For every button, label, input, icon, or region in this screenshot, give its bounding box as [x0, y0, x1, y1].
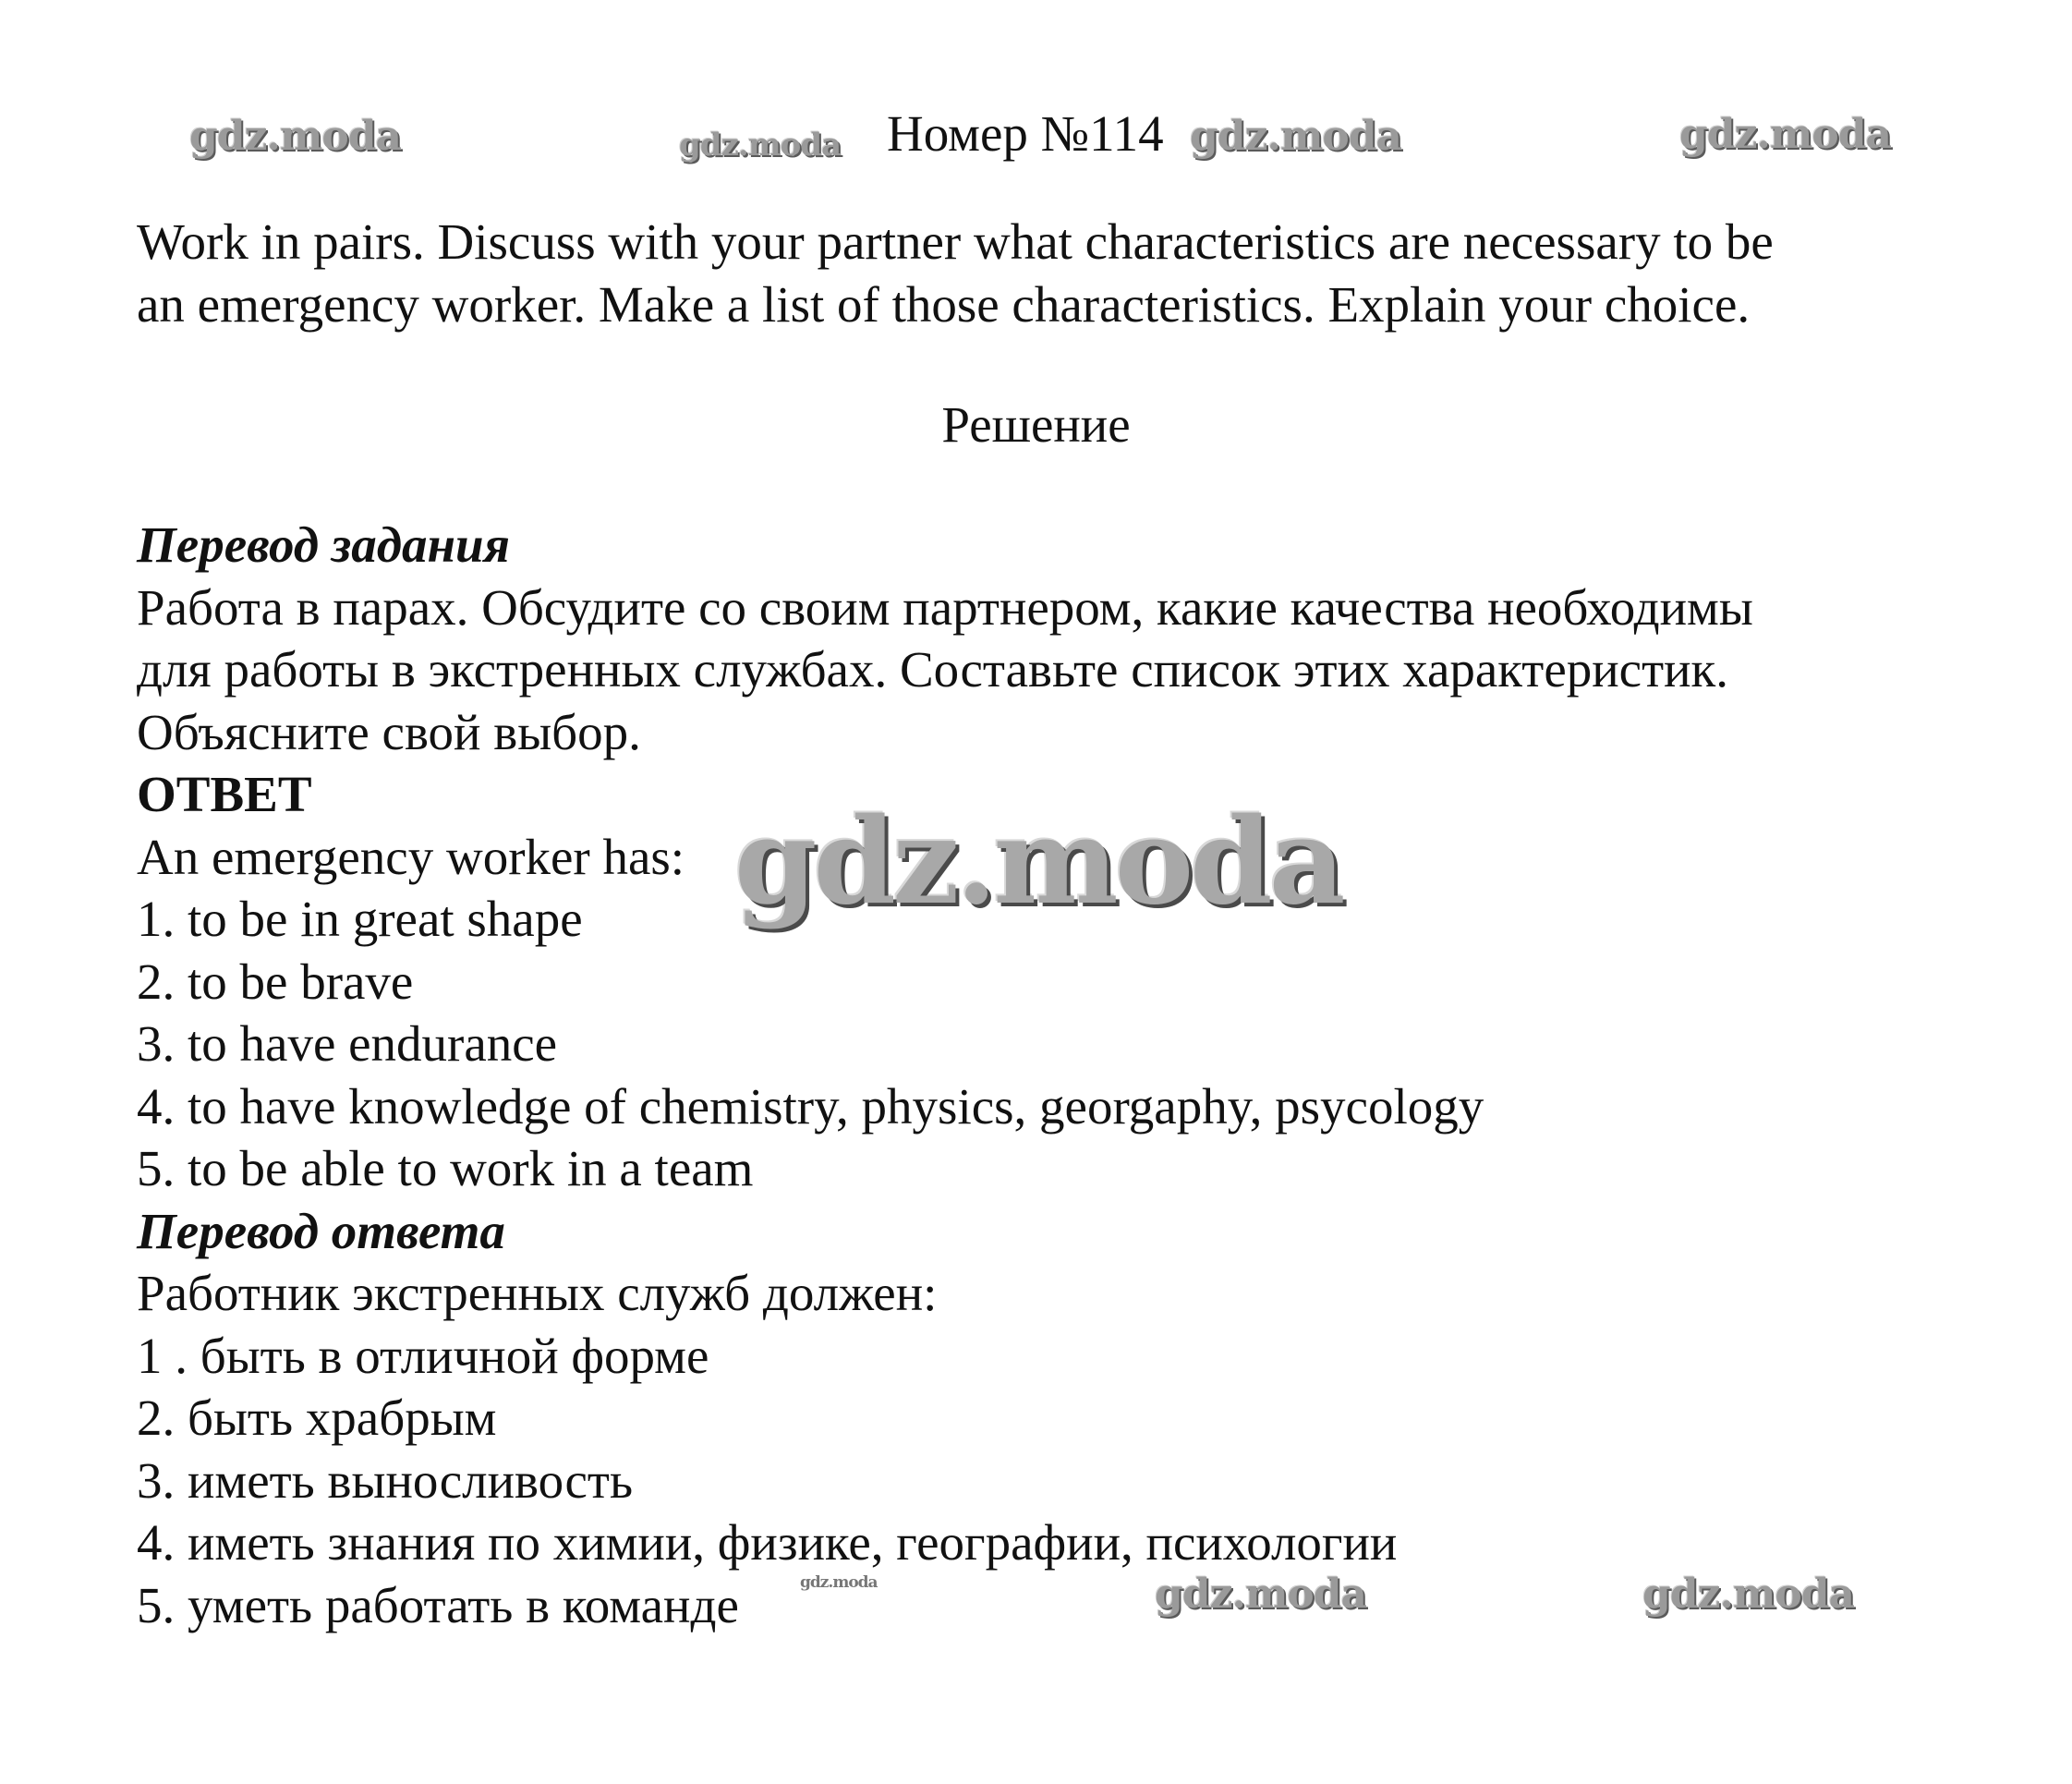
answer-item: 5. to be able to work in a team	[137, 1140, 754, 1196]
translation-answer-item: 3. иметь выносливость	[137, 1451, 634, 1509]
translation-answer-item: 5. уметь работать в команде	[137, 1576, 739, 1633]
watermark-logo: gdz.moda	[189, 113, 402, 160]
translation-task-line: Работа в парах. Обсудите со своим партнером, какие качества необходимы	[137, 578, 1753, 636]
task-line: an emergency worker. Make a list of those characteristics. Explain your choice.	[137, 276, 1751, 333]
answer-item: 3. to have endurance	[137, 1015, 558, 1072]
task-text	[137, 211, 1947, 336]
answer-intro: An emergency worker has:	[137, 828, 685, 885]
watermark-logo: gdz.moda	[800, 1573, 878, 1592]
translation-answer-item: 4. иметь знания по химии, физике, географии, психологии	[137, 1514, 1398, 1571]
translation-task-heading: Перевод задания	[137, 516, 510, 573]
watermark-logo: gdz.moda	[1642, 1571, 1855, 1618]
translation-task-line: Объясните свой выбор.	[137, 703, 641, 760]
translation-answer-heading: Перевод ответа	[137, 1202, 505, 1259]
answer-item: 4. to have knowledge of chemistry, physics, georgaphy, psycology	[137, 1077, 1484, 1135]
translation-answer-item: 1 . быть в отличной форме	[137, 1327, 709, 1384]
watermark-logo: gdz.moda	[1679, 111, 1892, 158]
watermark-logo-large: gdz.moda	[734, 793, 1342, 931]
page-title: Номер №114	[887, 105, 1164, 162]
translation-answer-intro: Работник экстренных служб должен:	[137, 1265, 938, 1321]
watermark-logo: gdz.moda	[1155, 1571, 1367, 1618]
watermark-logo: gdz.moda	[1190, 113, 1402, 160]
solution-content	[137, 514, 1984, 1636]
translation-answer-item: 2. быть храбрым	[137, 1390, 497, 1446]
solution-heading	[0, 393, 2072, 457]
answer-heading: ОТВЕТ	[137, 766, 312, 822]
translation-task-line: для работы в экстренных службах. Составьте список этих характеристик.	[137, 641, 1729, 698]
task-line: Work in pairs. Discuss with your partner what characteristics are necessary to be	[137, 213, 1774, 270]
answer-item: 2. to be brave	[137, 953, 414, 1010]
answer-item: 1. to be in great shape	[137, 891, 583, 947]
solution-heading-text: Решение	[941, 396, 1131, 453]
watermark-logo: gdz.moda	[679, 127, 842, 164]
